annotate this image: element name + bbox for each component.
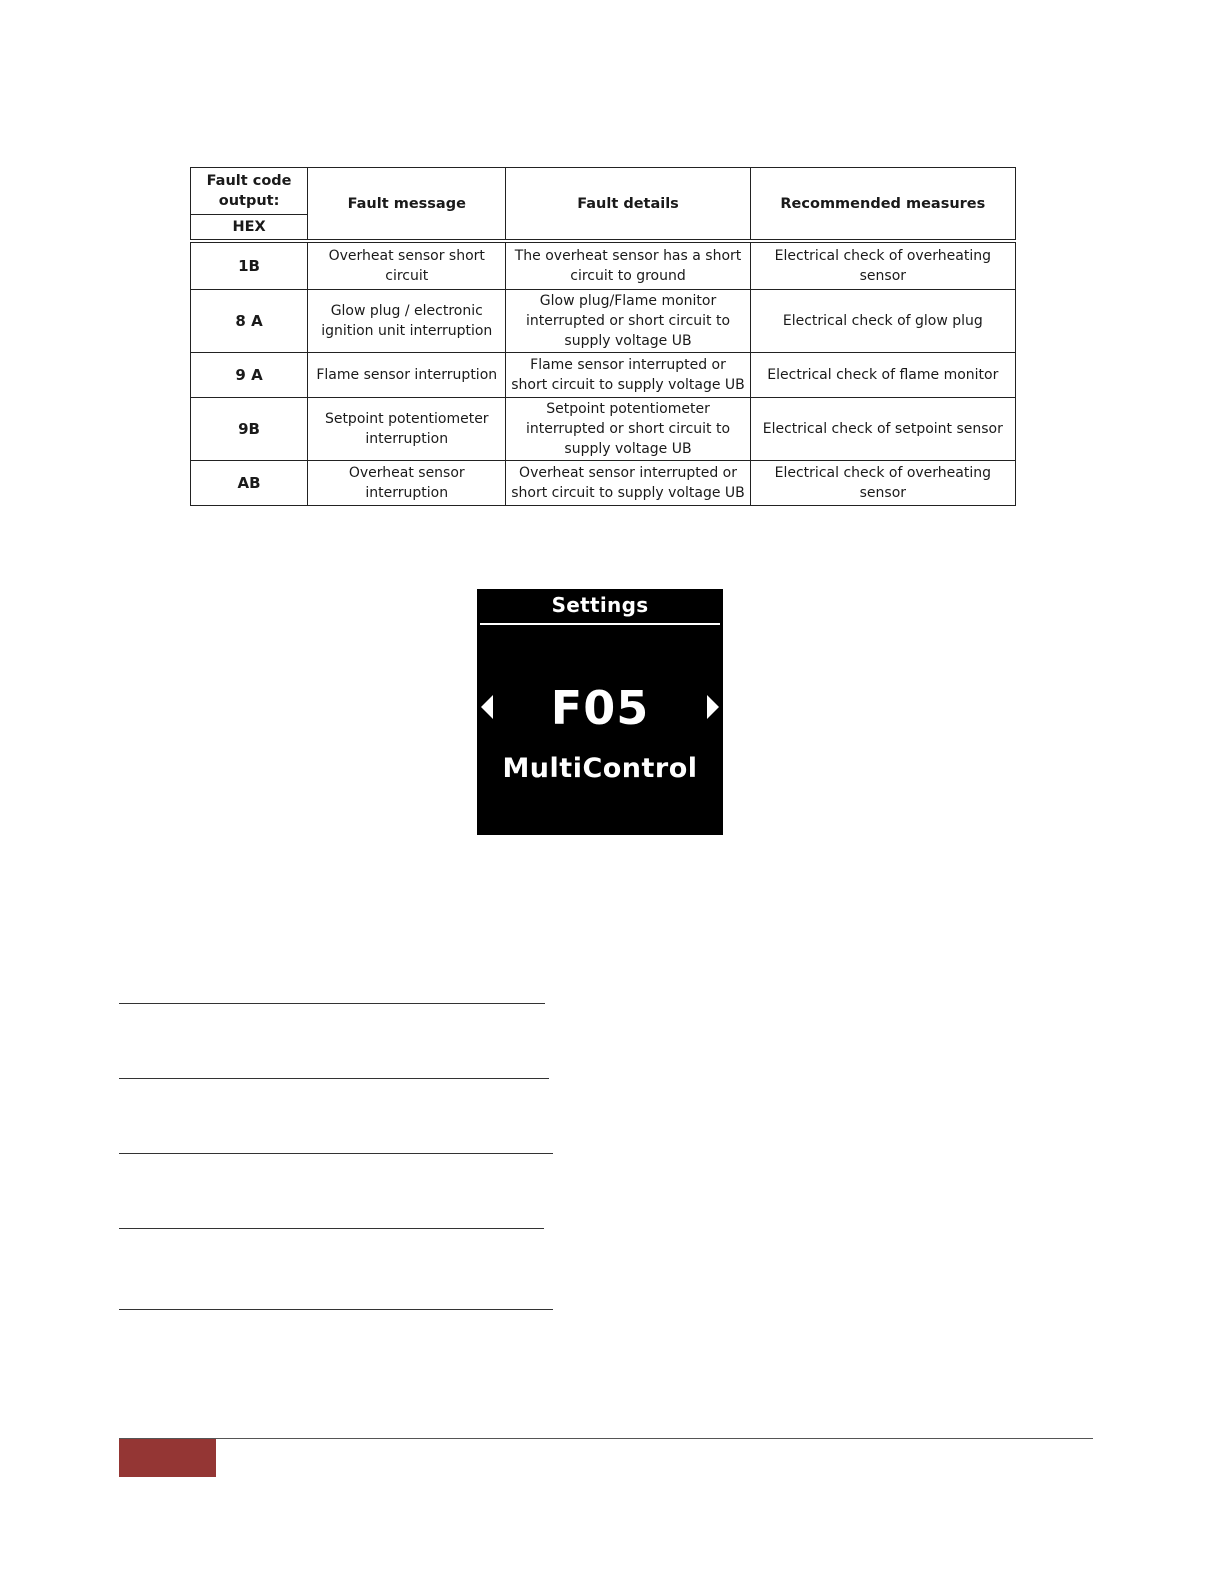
recommended-measures-cell: Electrical check of overheating sensor [750, 461, 1015, 506]
fault-code-table [190, 167, 1016, 506]
recommended-measures-cell: Electrical check of setpoint sensor [750, 398, 1015, 461]
fault-code-cell: 9B [191, 398, 308, 461]
header-fault-details: Fault details [506, 168, 750, 242]
table-row [191, 461, 1016, 506]
fault-message-cell: Flame sensor interruption [308, 353, 506, 398]
fault-details-cell: Overheat sensor interrupted or short circuit to supply voltage UB [506, 461, 750, 506]
fault-details-cell: The overheat sensor has a short circuit to ground [506, 241, 750, 290]
fault-code-cell: 9 A [191, 353, 308, 398]
device-display [477, 589, 723, 835]
header-fault-code-output: Fault code output: [191, 168, 308, 215]
display-title-divider [480, 623, 720, 625]
blank-writing-line [119, 1228, 544, 1229]
blank-writing-line [119, 1078, 549, 1079]
fault-code-cell: AB [191, 461, 308, 506]
fault-message-cell: Overheat sensor short circuit [308, 241, 506, 290]
header-hex: HEX [191, 215, 308, 242]
header-fault-message: Fault message [308, 168, 506, 242]
blank-writing-line [119, 1003, 545, 1004]
recommended-measures-cell: Electrical check of overheating sensor [750, 241, 1015, 290]
table-row [191, 241, 1016, 290]
display-title: Settings [551, 593, 649, 617]
table-row [191, 353, 1016, 398]
fault-code-cell: 1B [191, 241, 308, 290]
fault-details-cell: Flame sensor interrupted or short circuit to supply voltage UB [506, 353, 750, 398]
fault-details-cell: Setpoint potentiometer interrupted or short circuit to supply voltage UB [506, 398, 750, 461]
display-model-name: MultiControl [502, 753, 698, 784]
footer-divider [119, 1438, 1093, 1439]
header-recommended-measures: Recommended measures [750, 168, 1015, 242]
recommended-measures-cell: Electrical check of glow plug [750, 290, 1015, 353]
table-row [191, 290, 1016, 353]
fault-message-cell: Glow plug / electronic ignition unit interruption [308, 290, 506, 353]
blank-writing-line [119, 1309, 553, 1310]
table-row [191, 398, 1016, 461]
chevron-right-icon[interactable] [707, 695, 719, 719]
fault-code-cell: 8 A [191, 290, 308, 353]
fault-message-cell: Overheat sensor interruption [308, 461, 506, 506]
blank-writing-line [119, 1153, 553, 1154]
fault-message-cell: Setpoint potentiometer interruption [308, 398, 506, 461]
display-fault-code: F05 [550, 681, 650, 735]
footer-accent-block [119, 1439, 216, 1477]
recommended-measures-cell: Electrical check of flame monitor [750, 353, 1015, 398]
fault-details-cell: Glow plug/Flame monitor interrupted or short circuit to supply voltage UB [506, 290, 750, 353]
